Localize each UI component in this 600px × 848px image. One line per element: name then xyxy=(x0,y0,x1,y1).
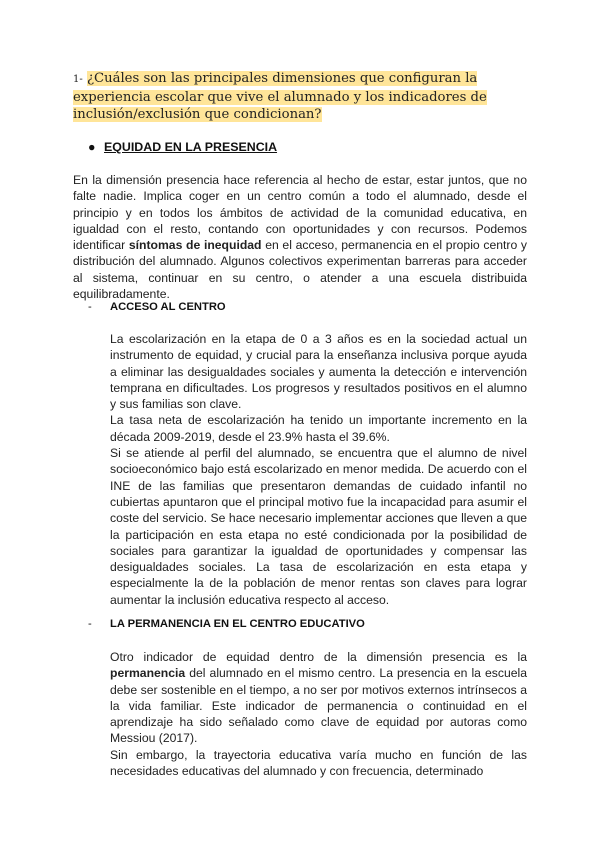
permanencia-paragraphs xyxy=(110,649,527,779)
paragraph: La escolarización en la etapa de 0 a 3 años es en la sociedad actual un instrumento de equidad, y crucial para la enseñanza inclusiva porque ayuda a eliminar las desigualdades sociales y aumenta la detección e intervención temprana en dificultades. Los progresos y resultados positivos en el alumno y sus familias son clave. xyxy=(110,332,527,412)
paragraph xyxy=(110,649,527,747)
permanencia-bold-text: permanencia xyxy=(110,666,186,681)
permanencia-text-2: del alumnado en el mismo centro. La presencia en la escuela debe ser sostenible en el tiempo, a no ser por motivos externos intrínsecos a la vida familiar. Este indicador de permanencia o continuidad en el aprendizaje ha sido señalado como clave de equidad por autoras como Messiou (2017). xyxy=(110,666,528,746)
section-heading-text: EQUIDAD EN LA PRESENCIA xyxy=(104,140,278,154)
question-highlighted-text: ¿Cuáles son las principales dimensiones que configuran la experiencia escolar que vive el alumnado y los indicadores de inclusión/exclusión que condicionan? xyxy=(73,71,487,122)
intro-text-1: En la dimensión presencia hace referencia al hecho de estar, estar juntos, que no falte nadie. Implica coger en un centro común a todo el alumnado, desde el principio y en todos los ámbitos de actividad de la comunidad educativa, en igualdad con el resto, contando con oportunidades y con recursos. Podemos identificar xyxy=(73,173,527,253)
paragraph: Si se atiende al perfil del alumnado, se encuentra que el alumno de nivel socioeconómico bajo está escolarizado en menor medida. De acuerdo con el INE de las familias que presentaron demandas de cuidado infantil no cubiertas apuntaron que el principal motivo fue la incapacidad para asumir el coste del servicio. Se hace necesario implementar acciones que lleven a que la participación en esta etapa no esté condicionada por la posibilidad de sociales para garantizar la igualdad de oportunidades y compensar las desigualdades sociales. La tasa de escolarización en esta etapa y especialmente la de la población de menor rentas son claves para lograr aumentar la inclusión educativa respecto al acceso. xyxy=(110,446,527,607)
subsection-heading-acceso xyxy=(88,301,226,313)
paragraph: La tasa neta de escolarización ha tenido un importante incremento en la década 2009-2019, desde el 23.9% hasta el 39.6%. xyxy=(110,413,527,444)
subsection-heading-text: LA PERMANENCIA EN EL CENTRO EDUCATIVO xyxy=(110,618,365,630)
intro-text-2: en el acceso, permanencia en el propio centro y distribución del alumnado. Algunos colectivos experimentan barreras para acceder al sistema, continuar en su centro, o atender a una escuela distribuida equilibradamente. xyxy=(73,238,527,302)
dash-marker: - xyxy=(88,301,92,313)
question-number: 1- xyxy=(73,74,83,85)
intro-bold-text: síntomas de inequidad xyxy=(128,238,262,253)
acceso-paragraphs xyxy=(110,331,527,608)
dash-marker: - xyxy=(88,618,92,630)
permanencia-text-1: Otro indicador de equidad dentro de la dimensión presencia es la xyxy=(110,650,527,664)
bullet-dot-icon: ● xyxy=(88,140,96,154)
intro-paragraph xyxy=(73,172,527,302)
paragraph: Sin embargo, la trayectoria educativa varía mucho en función de las necesidades educativas del alumnado y con frecuencia, determinado xyxy=(110,747,527,779)
section-heading xyxy=(88,140,277,154)
subsection-heading-permanencia xyxy=(88,618,365,630)
question-text xyxy=(73,70,530,124)
subsection-heading-text: ACCESO AL CENTRO xyxy=(110,301,226,313)
